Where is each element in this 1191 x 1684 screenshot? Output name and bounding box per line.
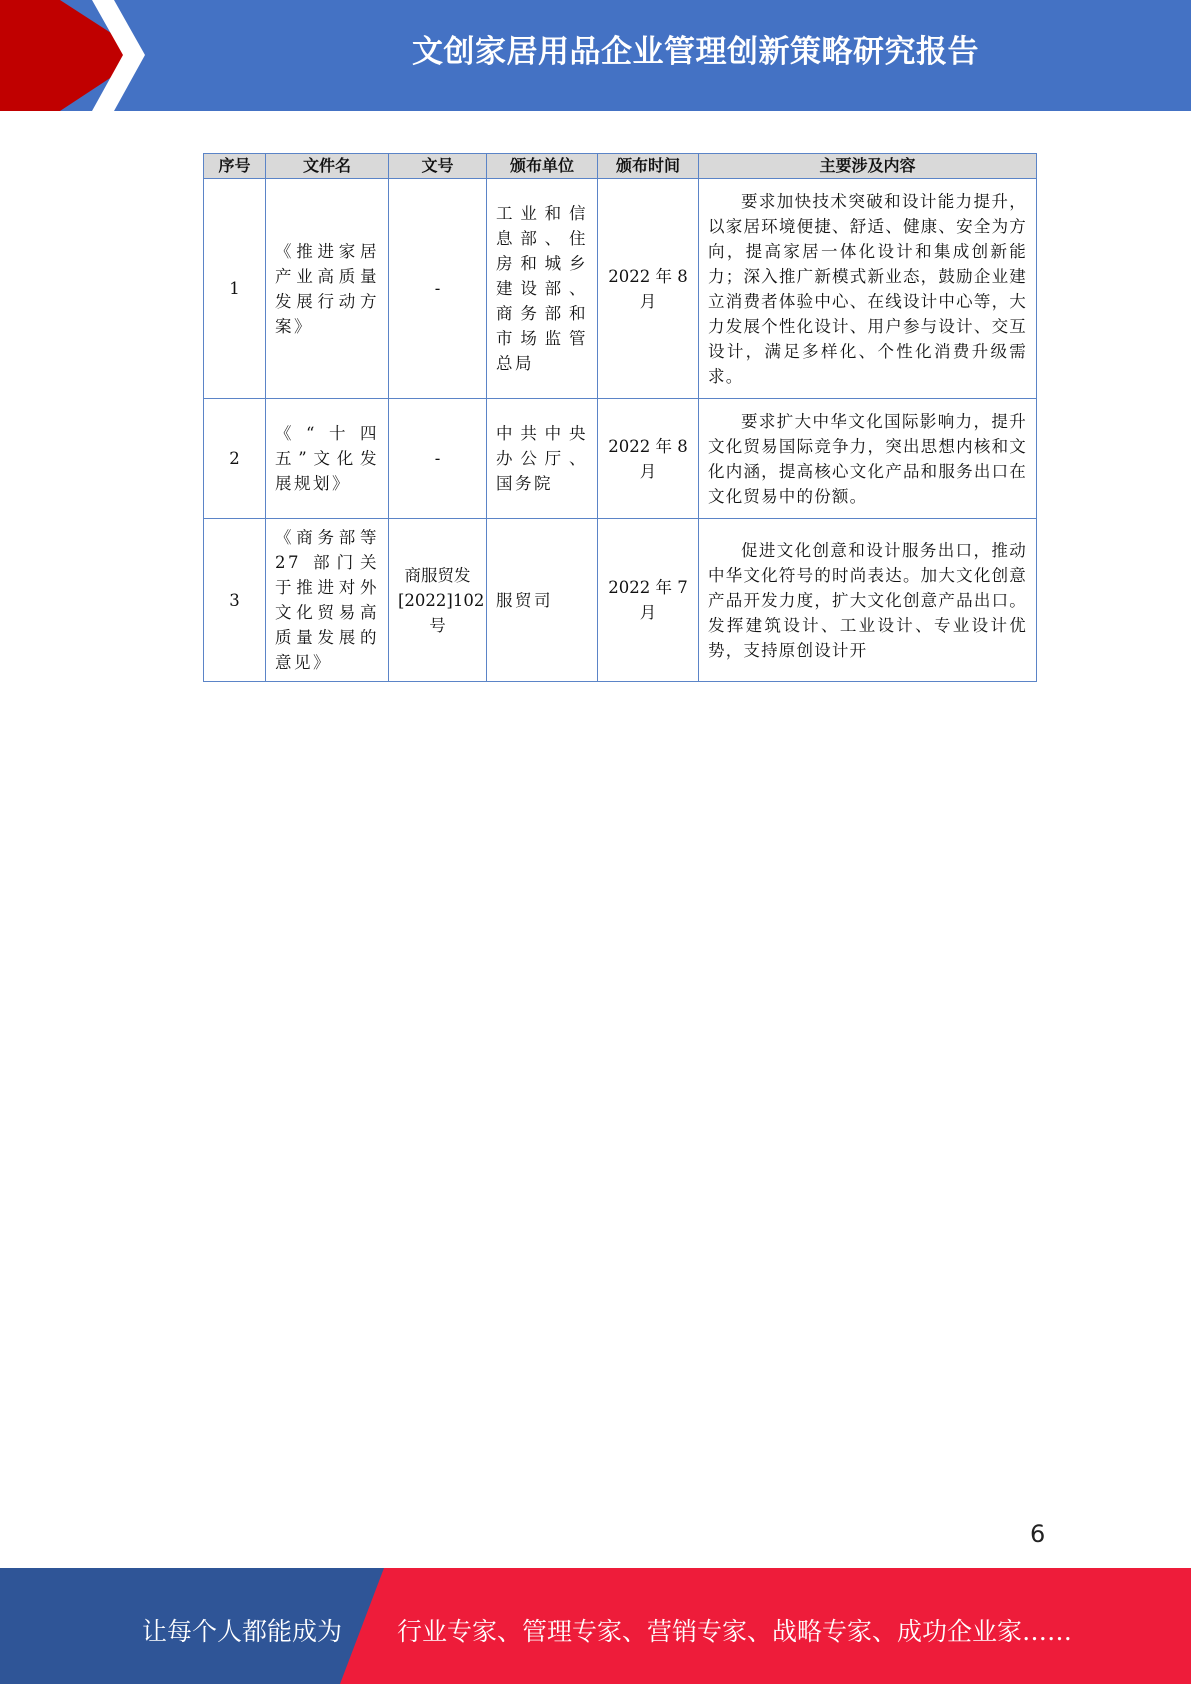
cell-no: 1 [204,179,266,399]
cell-date: 2022 年 7 月 [598,519,699,682]
cell-doc-no: - [389,179,487,399]
column-header-content: 主要涉及内容 [699,154,1037,179]
cell-issuer: 工业和信息部、住房和城乡建设部、商务部和市场监管总局 [487,179,598,399]
cell-issuer: 中共中央办公厅、国务院 [487,399,598,519]
cell-no: 3 [204,519,266,682]
cell-name: 《“十四五”文化发展规划》 [266,399,389,519]
page-footer [0,1568,1191,1684]
column-header-issuer: 颁布单位 [487,154,598,179]
cell-name: 《商务部等 27 部门关于推进对外文化贸易高质量发展的意见》 [266,519,389,682]
cell-issuer: 服贸司 [487,519,598,682]
footer-slogan-right: 行业专家、管理专家、营销专家、战略专家、成功企业家…… [397,1617,1073,1646]
cell-doc-no: - [389,399,487,519]
table-row [204,519,1037,682]
report-title: 文创家居用品企业管理创新策略研究报告 [412,34,979,70]
cell-no: 2 [204,399,266,519]
cell-date: 2022 年 8 月 [598,399,699,519]
policy-table [203,153,1037,682]
column-header-doc-no: 文号 [389,154,487,179]
footer-slogan-left: 让每个人都能成为 [142,1617,343,1646]
column-header-no: 序号 [204,154,266,179]
table-row [204,179,1037,399]
table-header-row [204,154,1037,179]
cell-name: 《推进家居产业高质量发展行动方案》 [266,179,389,399]
page-number: 6 [1030,1520,1046,1548]
cell-content: 要求扩大中华文化国际影响力，提升文化贸易国际竞争力，突出思想内核和文化内涵，提高核心文化产品和服务出口在文化贸易中的份额。 [699,399,1037,519]
column-header-date: 颁布时间 [598,154,699,179]
cell-doc-no: 商服贸发[2022]102 号 [389,519,487,682]
page-header [0,0,1191,111]
column-header-name: 文件名 [266,154,389,179]
cell-content: 要求加快技术突破和设计能力提升，以家居环境便捷、舒适、健康、安全为方向，提高家居一体化设计和集成创新能力；深入推广新模式新业态，鼓励企业建立消费者体验中心、在线设计中心等，大力发展个性化设计、用户参与设计、交互设计，满足多样化、个性化消费升级需求。 [699,179,1037,399]
cell-date: 2022 年 8 月 [598,179,699,399]
cell-content: 促进文化创意和设计服务出口，推动中华文化符号的时尚表达。加大文化创意产品开发力度，扩大文化创意产品出口。发挥建筑设计、工业设计、专业设计优势，支持原创设计开 [699,519,1037,682]
table-row [204,399,1037,519]
